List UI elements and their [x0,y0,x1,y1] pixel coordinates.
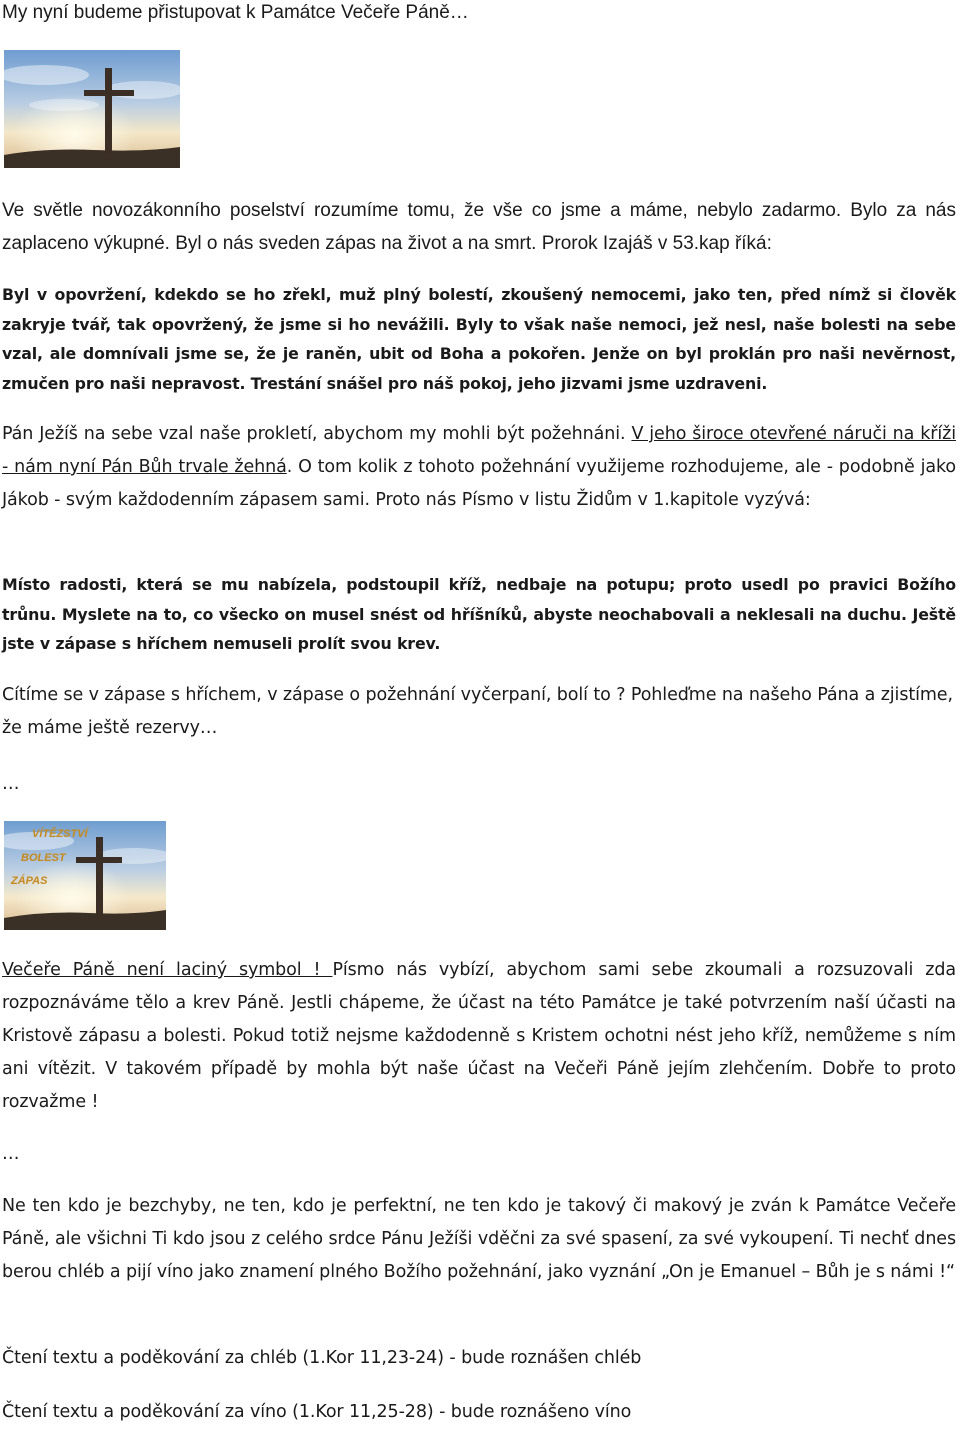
isaiah-quote: Byl v opovržení, kdekdo se ho zřekl, muž plný bolestí, zkoušený nemocemi, jako ten, před nímž si člověk zakryje tvář, tak opovržený, že jsme si ho nevážili. Byly to však naše nemoci, jež nesl, naše bolesti na sebe vzal, ale domnívali jsme se, že je raněn, ubit od Boha a pokořen. Jenže on byl proklán pro naši nevěrnost, zmučen pro naši nepravost. Trestání snášel pro náš pokoj, jeho jizvami jsme uzdraveni. [2,285,956,393]
invitation-paragraph: Ne ten kdo je bezchyby, ne ten, kdo je perfektní, ne ten kdo je takový či makový je zván k Památce Večeře Páně, ale všichni Ti kdo jsou z celého srdce Pánu Ježíši vděčni za své spasení, za své vykoupení. Ti nechť dnes berou chléb a pijí víno jako znamení plného Božího požehnání, jako vyznání „On je Emanuel – Bůh je s námi !“ [2,1196,956,1282]
symbol-underlined-text: Večeře Páně není laciný symbol ! [2,960,333,980]
blessing-rest: . O tom kolik z tohoto požehnání využijeme rozhodujeme, ale - podobně jako Jákob - svým každodenním zápasem sami. Proto nás Písmo v listu Židům v 1.kapitole vyzývá: [2,457,956,510]
intro-paragraph: Ve světle novozákonního poselství rozumíme tomu, že vše co jsme a máme, nebylo zadarmo. Bylo za nás zaplaceno výkupné. Byl o nás sveden zápas na život a na smrt. Prorok Izajáš v 53.kap říká: [2,200,956,254]
section-ellipsis: … [2,774,20,794]
symbol-paragraph [2,954,956,1119]
image-word-victory: VÍTĚZSTVÍ [32,828,88,840]
page-title: My nyní budeme přistupovat k Památce Večeře Páně… [2,2,469,23]
reading-wine: Čtení textu a poděkování za víno (1.Kor 11,25-28) - bude roznášeno víno [2,1402,632,1422]
hebrews-quote: Místo radosti, která se mu nabízela, podstoupil kříž, nedbaje na potupu; proto usedl po pravici Božího trůnu. Myslete na to, co všecko on musel snést od hříšníků, abyste neochabovali a neklesali na duchu. Ještě jste v zápase s hříchem nemuseli prolít svou krev. [2,575,956,653]
section-ellipsis-2: … [2,1144,20,1164]
symbol-rest: Písmo nás vybízí, abychom sami sebe zkoumali a rozsuzovali zda rozpoznáváme tělo a krev Páně. Jestli chápeme, že účast na této Památce je také potvrzením naší účasti na Kristově zápasu a bolesti. Pokud totiž nejsme každodenně s Kristem ochotni nést jeho kříž, nemůžeme s ním ani vítězit. V takovém případě by mohla být naše účast na Večeři Páně jejím zlehčením. Dobře to proto rozvažme ! [2,960,956,1112]
image-word-pain: BOLEST [21,852,66,864]
cross-sunset-image [4,50,180,168]
blessing-lead: Pán Ježíš na sebe vzal naše prokletí, abychom my mohli být požehnáni. [2,424,632,444]
image-word-struggle: ZÁPAS [11,875,48,887]
blessing-paragraph [2,418,956,517]
blessing-underlined-text: V jeho široce otevřené náruči na kříži - nám nyní Pán Bůh trvale žehná [2,424,956,477]
struggle-paragraph: Cítíme se v zápase s hříchem, v zápase o požehnání vyčerpaní, bolí to ? Pohleďme na našeho Pána a zjistíme, že máme ještě rezervy… [2,685,953,738]
reading-bread: Čtení textu a poděkování za chléb (1.Kor 11,23-24) - bude roznášen chléb [2,1348,642,1368]
cross-victory-image [4,821,166,930]
